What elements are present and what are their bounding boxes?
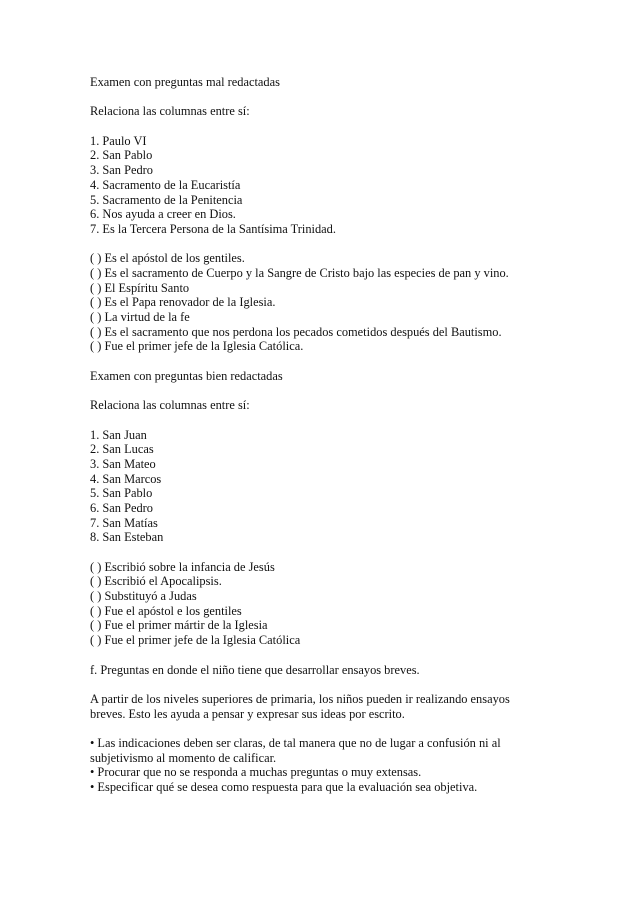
section1-right-item: ( ) La virtud de la fe (90, 310, 190, 324)
section1-left-item: 3. San Pedro (90, 163, 153, 178)
section1-right-item: ( ) Es el sacramento de Cuerpo y la Sangre de Cristo bajo las especies de pan y vino. (90, 265, 509, 280)
section1-left-item: 1. Paulo VI (90, 133, 147, 148)
section1-left-item: 7. Es la Tercera Persona de la Santísima Trinidad. (90, 221, 336, 236)
section1-left-item: 2. San Pablo (90, 148, 153, 163)
section2-right-item: ( ) Fue el primer jefe de la Iglesia Católica (90, 633, 301, 648)
section3-bullet-line: • Las indicaciones deben ser claras, de tal manera que no de lugar a confusión ni al (90, 735, 501, 750)
section3-bullet-line: • Procurar que no se responda a muchas preguntas o muy extensas. (90, 765, 422, 780)
section1-right-item: ( ) Fue el primer jefe de la Iglesia Católica. (90, 339, 304, 354)
section2-right-item: ( ) Fue el apóstol e los gentiles (90, 603, 242, 618)
section1-right-item: ( ) Es el apóstol de los gentiles. (90, 251, 245, 266)
section2-left-item: 3. San Mateo (90, 456, 156, 471)
section1-left-item: 5. Sacramento de la Penitencia (90, 192, 243, 207)
section1-title: Examen con preguntas mal redactadas (90, 75, 280, 89)
section1-left-item: 4. Sacramento de la Eucaristía (90, 177, 241, 192)
section2-left-item: 2. San Lucas (90, 442, 154, 457)
section1-right-item: ( ) El Espíritu Santo (90, 280, 190, 295)
section3-bullet-line: subjetivismo al momento de calificar. (90, 750, 277, 765)
section2-left-item: 7. San Matías (90, 515, 158, 530)
section2-right-item: ( ) Fue el primer mártir de la Iglesia (90, 618, 268, 633)
section1-instruction: Relaciona las columnas entre sí: (90, 104, 250, 119)
section3-paragraph-line: A partir de los niveles superiores de primaria, los niños pueden ir realizando ensayos (90, 691, 510, 706)
section3-paragraph-line: breves. Esto les ayuda a pensar y expresar sus ideas por escrito. (90, 706, 405, 721)
section2-left-item: 6. San Pedro (90, 500, 153, 515)
section1-left-item: 6. Nos ayuda a creer en Dios. (90, 207, 236, 222)
section2-left-item: 5. San Pablo (90, 486, 153, 501)
section1-right-item: ( ) Es el Papa renovador de la Iglesia. (90, 295, 276, 310)
section2-left-item: 8. San Esteban (90, 530, 164, 545)
section2-left-item: 4. San Marcos (90, 471, 162, 486)
document-content (90, 75, 590, 795)
section1-right-item: ( ) Es el sacramento que nos perdona los pecados cometidos después del Bautismo. (90, 324, 502, 339)
section3-bullet-line: • Especificar qué se desea como respuesta para que la evaluación sea objetiva. (90, 780, 478, 794)
section3-heading: f. Preguntas en donde el niño tiene que desarrollar ensayos breves. (90, 662, 420, 677)
section2-left-item: 1. San Juan (90, 427, 147, 442)
section2-right-item: ( ) Escribió el Apocalipsis. (90, 574, 222, 589)
section2-right-item: ( ) Escribió sobre la infancia de Jesús (90, 559, 275, 574)
section2-title: Examen con preguntas bien redactadas (90, 368, 283, 383)
section2-right-item: ( ) Substituyó a Judas (90, 589, 197, 604)
section2-instruction: Relaciona las columnas entre sí: (90, 398, 250, 413)
